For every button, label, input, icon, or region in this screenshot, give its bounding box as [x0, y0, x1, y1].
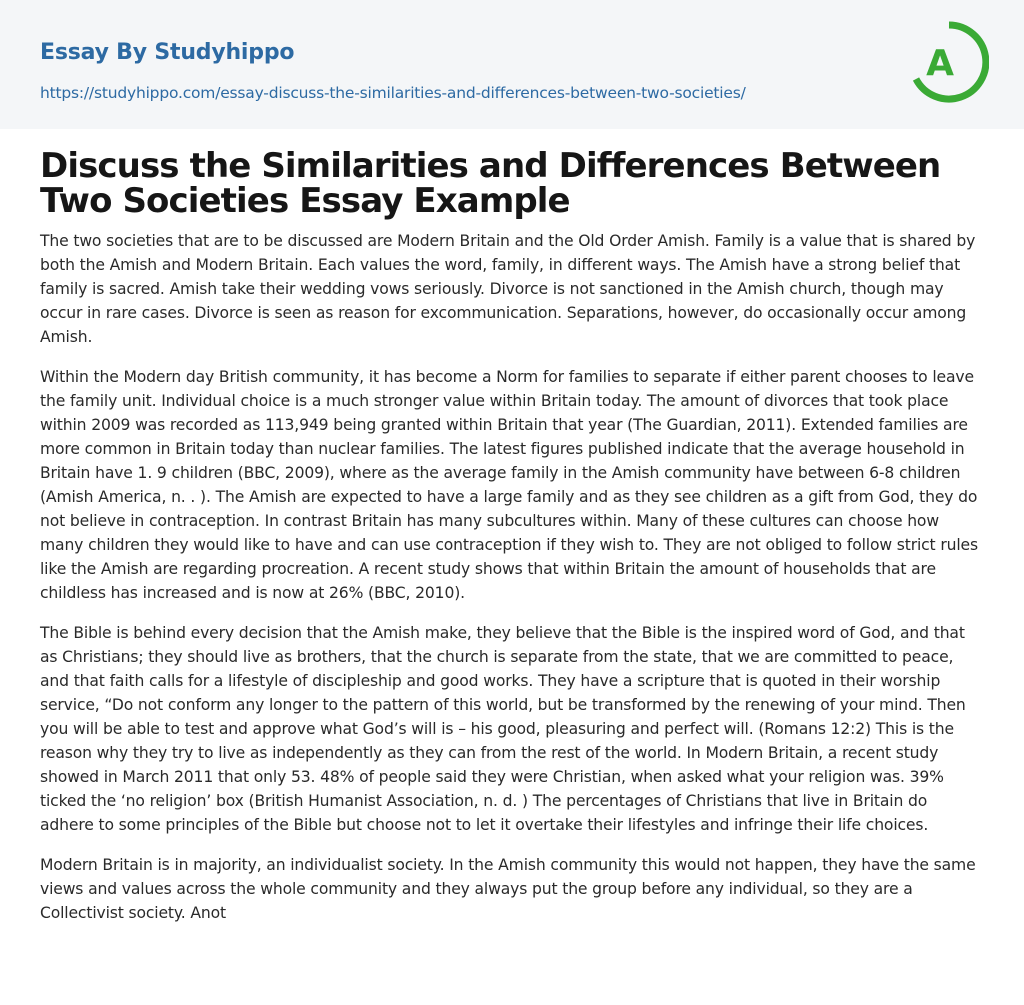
article-paragraph: The Bible is behind every decision that the Amish make, they believe that the Bible is the inspired word of God, and that as Christians; they should live as brothers, that the church is separate from the state, that we are committed to peace, and that faith calls for a lifestyle of discipleship and good works. They have a scripture that is quoted in their worship service, “Do not conform any longer to the pattern of this world, but be transformed by the renewing of your mind. Then you will be able to test and approve what God’s will is – his good, pleasuring and perfect will. (Romans 12:2) This is the reason why they try to live as independently as they can from the rest of the world. In Modern Britain, a recent study showed in March 2011 that only 53. 48% of people said they were Christian, when asked what your religion was. 39% ticked the ‘no religion’ box (British Humanist Association, n. d. ) The percentages of Christians that live in Britain do adhere to some principles of the Bible but choose not to let it overtake their lifestyles and infringe their life choices. [40, 624, 966, 834]
site-title[interactable]: Essay By Studyhippo [40, 40, 295, 65]
article-url-link[interactable]: https://studyhippo.com/essay-discuss-the-similarities-and-differences-between-two-societies/ [40, 84, 746, 102]
article-paragraph: The two societies that are to be discussed are Modern Britain and the Old Order Amish. Family is a value that is shared by both the Amish and Modern Britain. Each values the word, family, in different ways. The Amish have a strong belief that family is sacred. Amish take their wedding vows seriously. Divorce is not sanctioned in the Amish church, though may occur in rare cases. Divorce is seen as reason for excommunication. Separations, however, do occasionally occur among Amish. [40, 232, 976, 346]
studyhippo-logo[interactable] [909, 19, 989, 105]
logo-letter: A [926, 43, 954, 84]
article-content [0, 129, 1024, 925]
site-header [0, 0, 1024, 129]
article-paragraph: Modern Britain is in majority, an individualist society. In the Amish community this would not happen, they have the same views and values across the whole community and they always put the group before any individual, so they are a Collectivist society. Anot [40, 856, 976, 922]
article-paragraph: Within the Modern day British community, it has become a Norm for families to separate if either parent chooses to leave the family unit. Individual choice is a much stronger value within Britain today. The amount of divorces that took place within 2009 was recorded as 113,949 being granted within Britain that year (The Guardian, 2011). Extended families are more common in Britain today than nuclear families. The latest figures published indicate that the average household in Britain have 1. 9 children (BBC, 2009), where as the average family in the Amish community have between 6-8 children (Amish America, n. . ). The Amish are expected to have a large family and as they see children as a gift from God, they do not believe in contraception. In contrast Britain has many subcultures within. Many of these cultures can choose how many children they would like to have and can use contraception if they wish to. They are not obliged to follow strict rules like the Amish are regarding procreation. A recent study shows that within Britain the amount of households that are childless has increased and is now at 26% (BBC, 2010). [40, 368, 978, 602]
article-title: Discuss the Similarities and Differences Between Two Societies Essay Example [40, 146, 941, 221]
